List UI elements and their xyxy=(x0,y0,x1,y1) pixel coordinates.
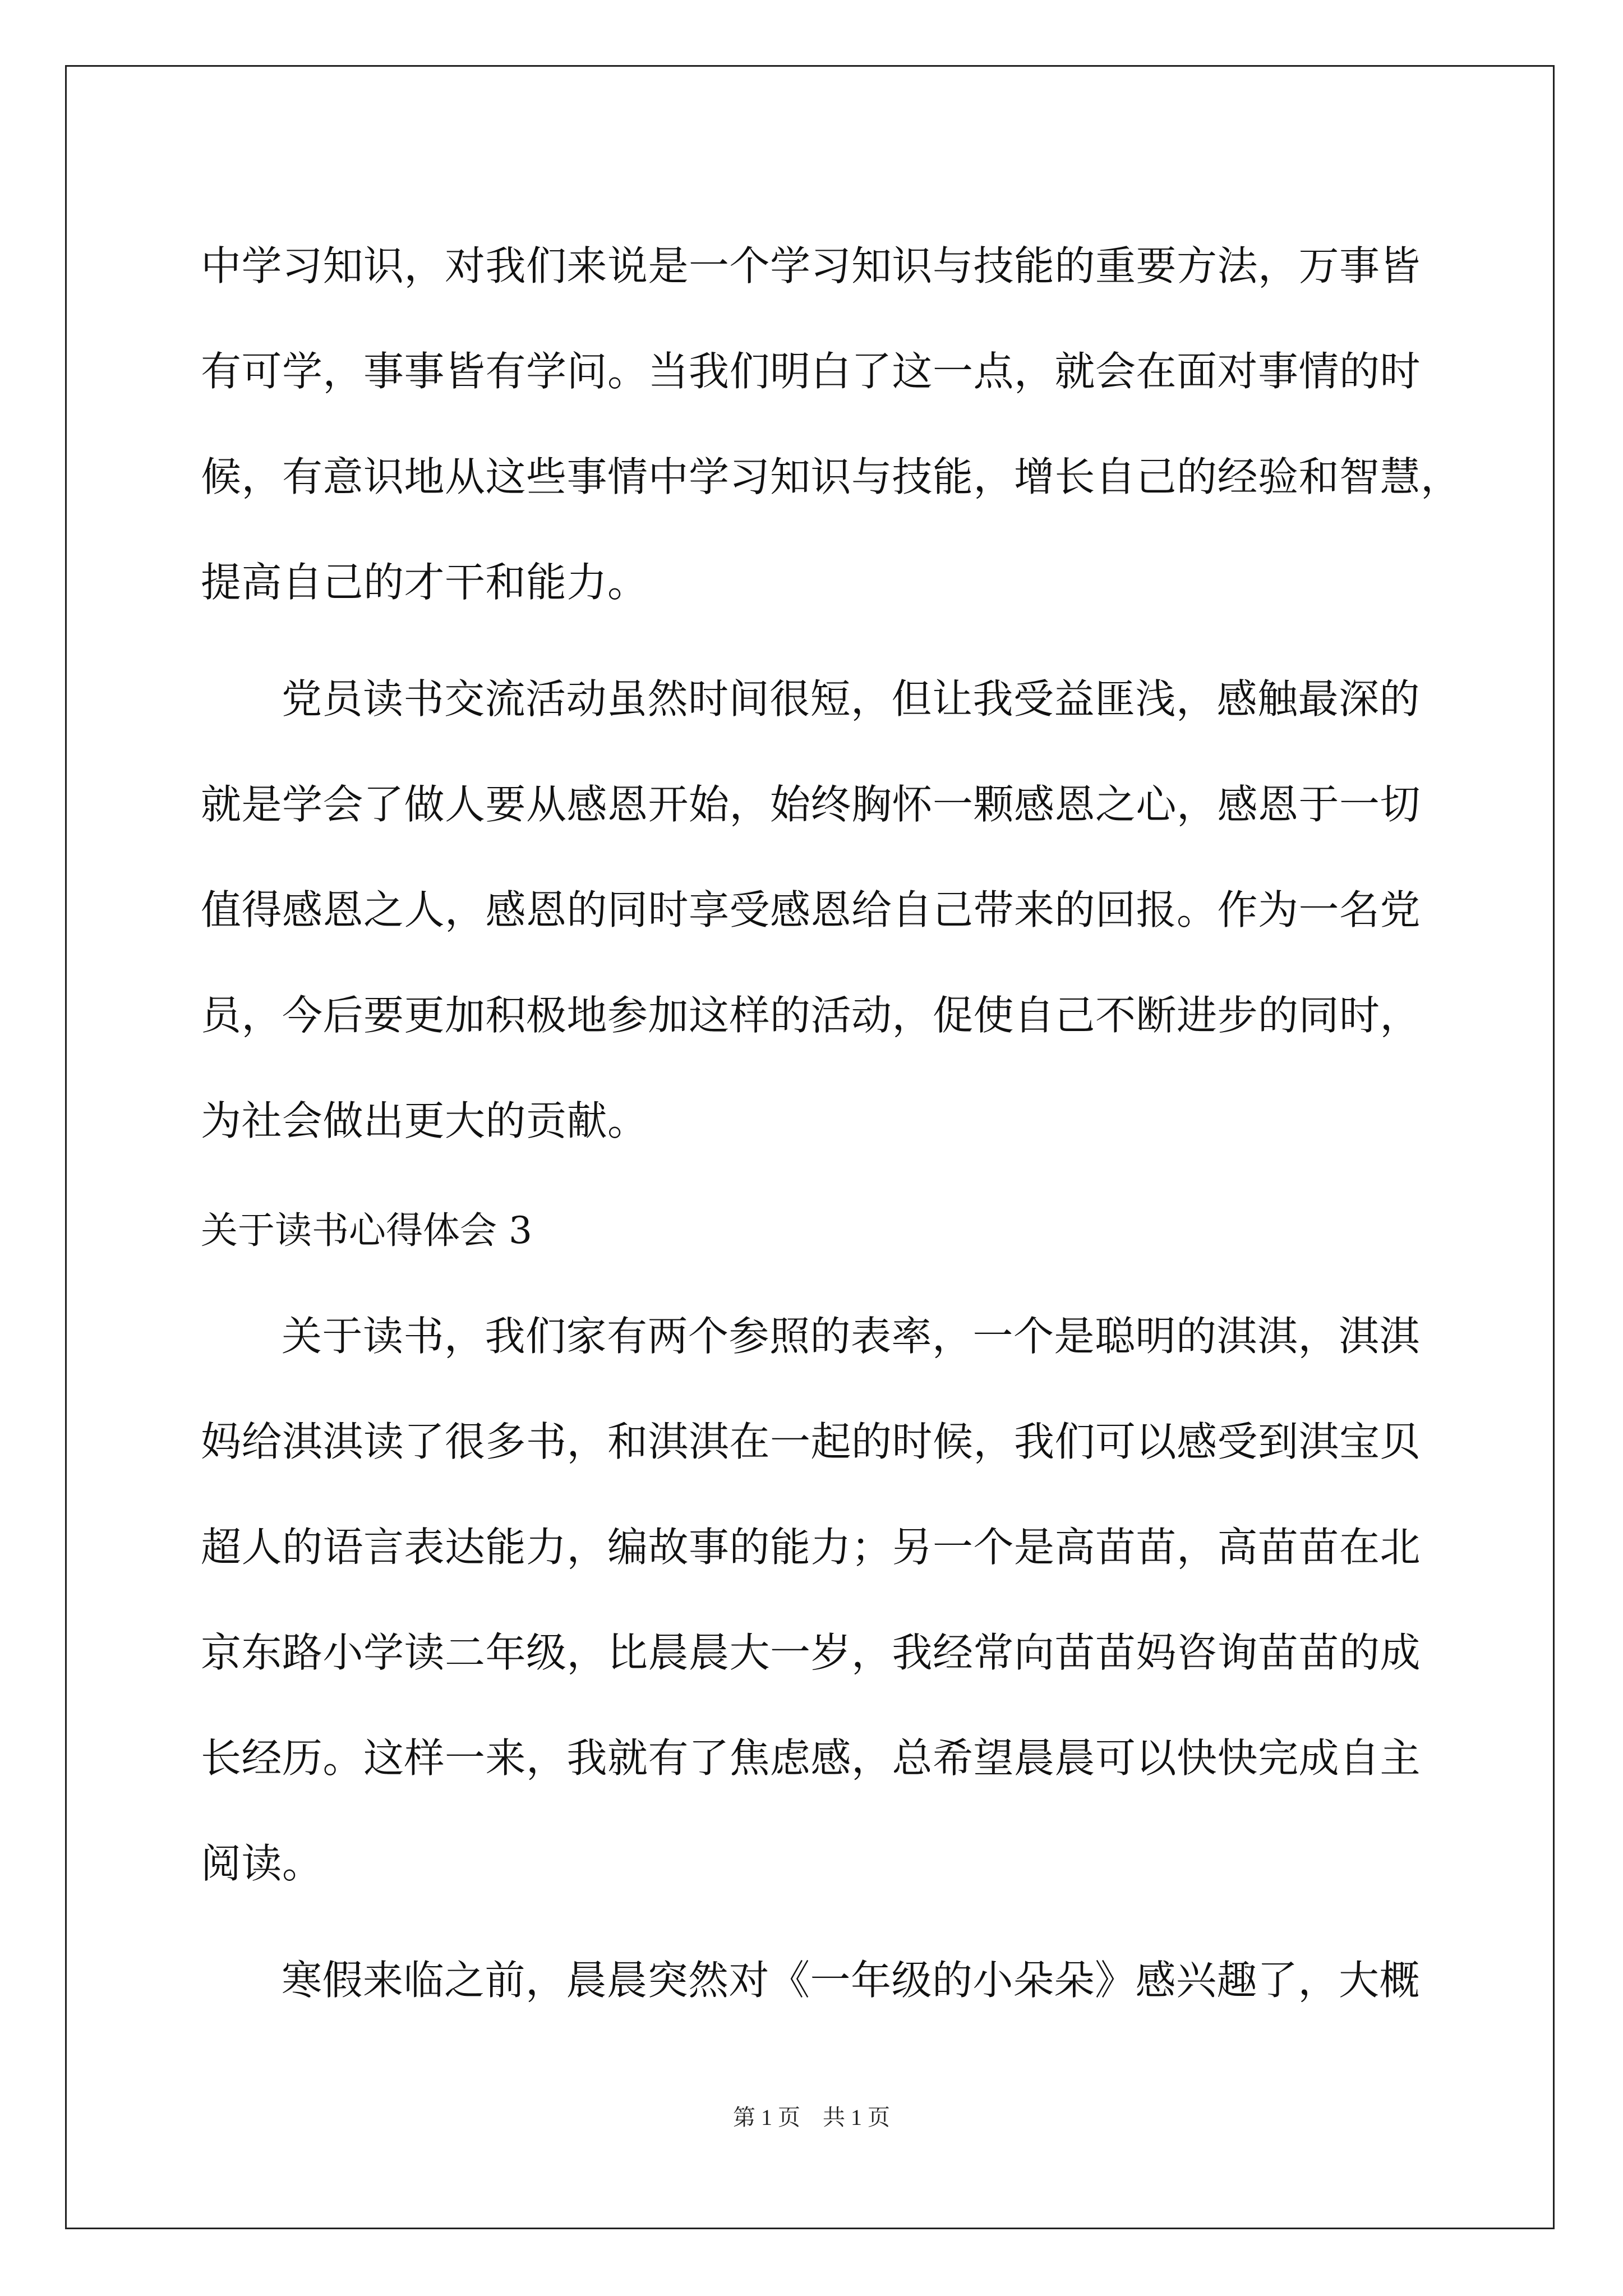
text-line: 阅读。 xyxy=(201,1840,323,1887)
text-line: 员，今后要更加积极地参加这样的活动，促使自己不断进步的同时， xyxy=(201,992,1421,1039)
document-body xyxy=(201,213,1468,2033)
section-heading: 关于读书心得体会 3 xyxy=(201,1209,532,1252)
page-footer: 第 1 页 共 1 页 xyxy=(733,2105,890,2130)
paragraph-first-line: 寒假来临之前，晨晨突然对《一年级的小朵朵》感兴趣了，大概 xyxy=(282,1957,1421,2004)
text-line: 超人的语言表达能力，编故事的能力；另一个是高苗苗，高苗苗在北 xyxy=(201,1524,1421,1571)
text-line: 就是学会了做人要从感恩开始，始终胸怀一颗感恩之心，感恩于一切 xyxy=(201,781,1421,828)
text-line: 有可学，事事皆有学问。当我们明白了这一点，就会在面对事情的时 xyxy=(201,348,1421,395)
text-line: 京东路小学读二年级，比晨晨大一岁，我经常向苗苗妈咨询苗苗的成 xyxy=(201,1629,1421,1676)
text-line: 为社会做出更大的贡献。 xyxy=(201,1097,648,1144)
paragraph-first-line: 关于读书，我们家有两个参照的表率，一个是聪明的淇淇，淇淇 xyxy=(282,1313,1421,1360)
text-line: 提高自己的才干和能力。 xyxy=(201,559,648,606)
text-line: 长经历。这样一来，我就有了焦虑感，总希望晨晨可以快快完成自主 xyxy=(201,1734,1421,1782)
paragraph-first-line: 党员读书交流活动虽然时间很短，但让我受益匪浅，感触最深的 xyxy=(282,675,1421,723)
text-line: 值得感恩之人，感恩的同时享受感恩给自己带来的回报。作为一名党 xyxy=(201,886,1421,933)
text-line: 妈给淇淇读了很多书，和淇淇在一起的时候，我们可以感受到淇宝贝 xyxy=(201,1418,1421,1465)
text-line: 候，有意识地从这些事情中学习知识与技能，增长自己的经验和智慧， xyxy=(201,453,1461,500)
text-line: 中学习知识，对我们来说是一个学习知识与技能的重要方法，万事皆 xyxy=(201,242,1421,289)
